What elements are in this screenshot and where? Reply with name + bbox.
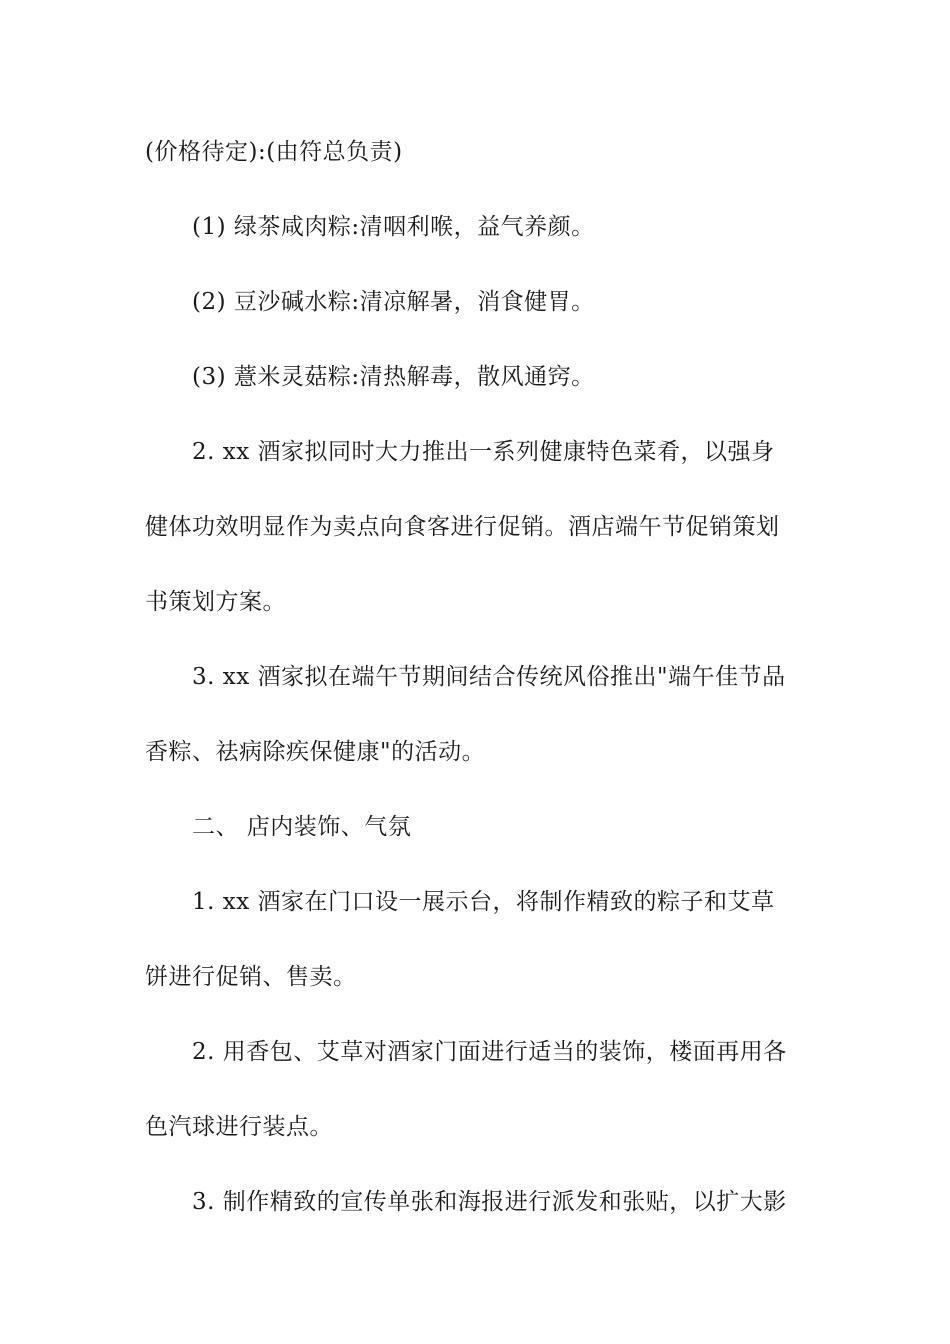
text-line-decoration-1-start: 1. xx 酒家在门口设一展示台，将制作精致的粽子和艾草 (192, 889, 775, 915)
text-line-decoration-2-start: 2. 用香包、艾草对酒家门面进行适当的装饰，楼面再用各 (192, 1039, 787, 1065)
text-line-price-note: (价格待定):(由符总负责) (145, 139, 403, 165)
text-line-item-1: (1) 绿茶咸肉粽:清咽利喉，益气养颜。 (192, 214, 595, 240)
text-line-item-3: (3) 薏米灵菇粽:清热解毒，散风通窍。 (192, 364, 595, 390)
text-line-decoration-3-start: 3. 制作精致的宣传单张和海报进行派发和张贴，以扩大影 (192, 1189, 787, 1215)
text-line-decoration-1-end: 饼进行促销、售卖。 (145, 964, 357, 990)
text-line-paragraph-2-cont: 健体功效明显作为卖点向食客进行促销。酒店端午节促销策划 (145, 514, 780, 540)
text-line-item-2: (2) 豆沙碱水粽:清凉解暑，消食健胃。 (192, 289, 595, 315)
text-line-paragraph-3-end: 香粽、祛病除疾保健康"的活动。 (145, 739, 486, 765)
text-line-paragraph-3-start: 3. xx 酒家拟在端午节期间结合传统风俗推出"端午佳节品 (192, 664, 786, 690)
text-line-paragraph-2-end: 书策划方案。 (145, 589, 286, 615)
text-line-decoration-2-end: 色汽球进行装点。 (145, 1114, 333, 1140)
section-heading-decoration: 二、 店内装饰、气氛 (192, 814, 412, 840)
text-line-paragraph-2-start: 2. xx 酒家拟同时大力推出一系列健康特色菜肴，以强身 (192, 439, 775, 465)
